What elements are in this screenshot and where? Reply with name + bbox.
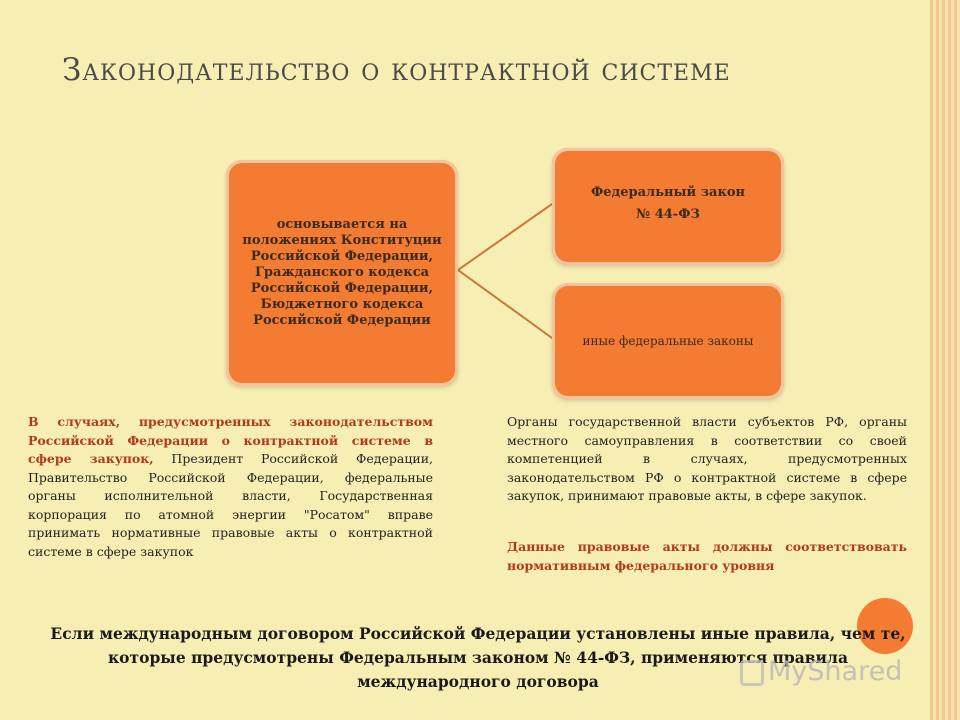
footer-note: Если международным договором Российской Федерации установлены иные правила, чем те, которые предусмотрены Федеральным законом № 44-ФЗ, применяются правила международного договора <box>50 624 906 691</box>
watermark-logo: MyShared <box>768 656 903 687</box>
decorative-stripe <box>930 0 960 720</box>
constitution-box <box>226 160 458 386</box>
other-laws-box <box>552 283 784 399</box>
left-paragraph-rest: Президент Российской Федерации, Правительство Российской Федерации, федеральные органы исполнительной власти, Государственная корпорация по атомной энергии "Росатом" вправе принимать нормативные правовые акты о контрактной системе в сфере закупок <box>28 451 433 559</box>
federal-law-box-line2: № 44-ФЗ <box>636 207 700 222</box>
watermark-icon <box>740 660 764 686</box>
slide-title: Законодательство о контрактной системе <box>62 52 731 88</box>
constitution-box-text: основывается на положениях Конституции Российской Федерации, Гражданского кодекса Российской Федерации, Бюджетного кодекса Российской Федерации <box>242 217 442 328</box>
right-paragraph: Органы государственной власти субъектов РФ, органы местного самоуправления в соответствии со своей компетенцией в случаях, предусмотренных законодательством РФ о контрактной системе в сфере закупок, принимают правовые акты, в сфере закупок. <box>507 414 907 503</box>
federal-law-box-line1: Федеральный закон <box>590 185 746 200</box>
right-paragraph-emphasis: Данные правовые акты должны соответствовать нормативным федерального уровня <box>507 539 907 573</box>
left-paragraph-lead: В случаях, предусмотренных законодательством Российской Федерации о контрактной системе в сфере закупок, <box>28 414 433 466</box>
other-laws-box-text: иные федеральные законы <box>582 334 754 348</box>
federal-law-box <box>552 148 784 265</box>
left-paragraph <box>28 413 433 561</box>
